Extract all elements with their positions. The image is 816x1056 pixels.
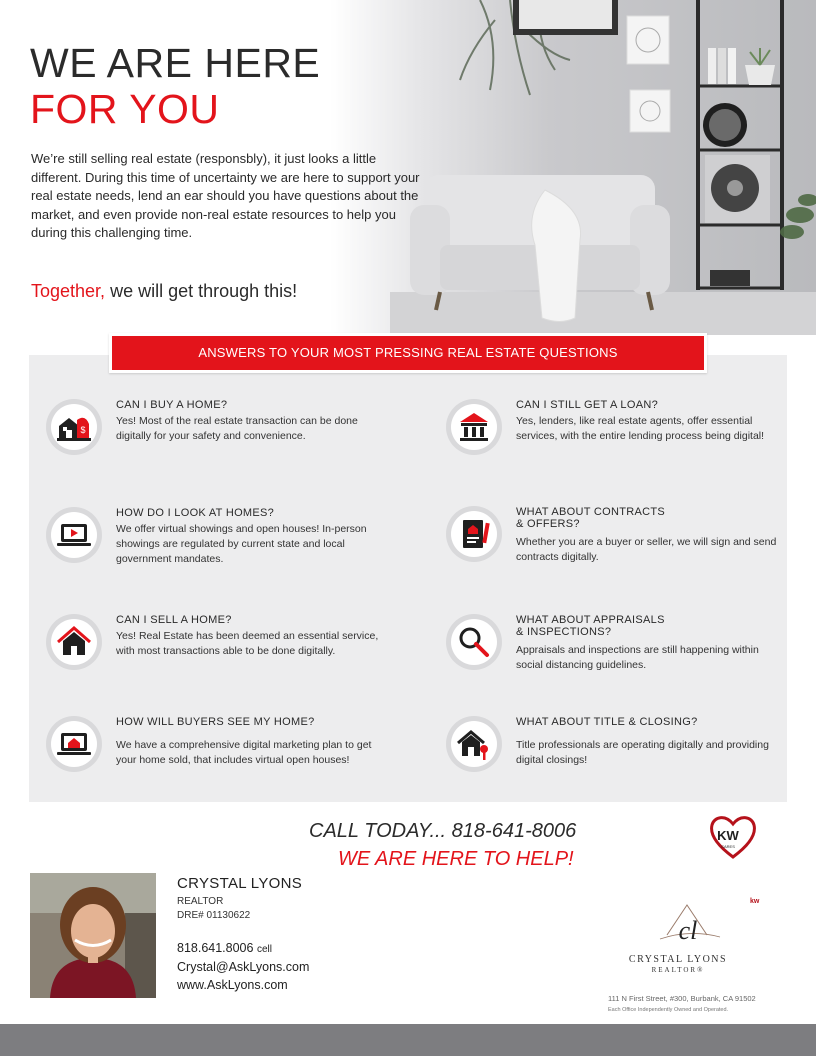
faq-question-line2: & OFFERS? <box>516 518 580 530</box>
faq-answer: Yes! Most of the real estate transaction can be done digitally for your safety and convenience. <box>116 415 358 442</box>
laptop-video-icon <box>55 516 93 554</box>
faq-question <box>516 614 716 638</box>
page-title-line2: FOR YOU <box>30 86 220 132</box>
kw-small-mark: kw <box>750 898 760 905</box>
together-tagline <box>31 281 297 302</box>
svg-text:$: $ <box>80 425 86 435</box>
faq-question: CAN I STILL GET A LOAN? <box>516 399 659 411</box>
house-key-icon <box>455 725 493 763</box>
kw-cares-logo <box>708 813 758 861</box>
agent-website: www.AskLyons.com <box>177 978 288 992</box>
agent-license: DRE# 01130622 <box>177 910 251 921</box>
magnifier-icon <box>455 623 493 661</box>
agent-email: Crystal@AskLyons.com <box>177 960 310 974</box>
cta-here-to-help: WE ARE HERE TO HELP! <box>338 848 574 870</box>
laptop-house-icon <box>55 725 93 763</box>
faq-banner: ANSWERS TO YOUR MOST PRESSING REAL ESTATE QUESTIONS <box>109 333 707 373</box>
together-highlight: Together, <box>31 281 106 301</box>
logo-title: REALTOR® <box>651 966 705 974</box>
faq-question: WHAT ABOUT TITLE & CLOSING? <box>516 716 698 728</box>
agent-phone-number: 818.641.8006 <box>177 941 254 955</box>
faq-answer: Yes! Real Estate has been deemed an essential service, with most transactions able to be done digitally. <box>116 630 379 657</box>
faq-answer: Appraisals and inspections are still happening within social distancing guidelines. <box>516 644 759 671</box>
faq-answer: Title professionals are operating digitally and providing digital closings! <box>516 739 769 766</box>
faq-answer: We have a comprehensive digital marketing plan to get your home sold, that includes virtual open houses! <box>116 739 372 766</box>
cta-call-today: CALL TODAY... 818-641-8006 <box>309 820 577 842</box>
faq-answer: Whether you are a buyer or seller, we will sign and send contracts digitally. <box>516 536 777 563</box>
agent-photo <box>30 873 156 998</box>
faq-question-line2: & INSPECTIONS? <box>516 626 612 638</box>
faq-question <box>516 506 716 530</box>
faq-answer: Yes, lenders, like real estate agents, offer essential services, with the entire lending process being digital! <box>516 415 765 442</box>
faq-question-line1: WHAT ABOUT APPRAISALS <box>516 614 665 626</box>
kw-cares-label: CARES <box>721 844 735 849</box>
agent-role: REALTOR <box>177 896 224 907</box>
faq-question: CAN I BUY A HOME? <box>116 399 228 411</box>
contract-icon <box>455 515 493 553</box>
page-title-line1: WE ARE HERE <box>30 40 321 86</box>
footer-bar <box>0 1024 816 1056</box>
agent-phone-tag: cell <box>256 944 272 955</box>
logo-monogram: cl <box>678 916 698 945</box>
agent-phone <box>177 941 272 955</box>
kw-cares-mark: KW <box>717 828 739 843</box>
together-text: we will get through this! <box>105 281 298 301</box>
house-money-icon <box>55 408 93 446</box>
logo-name: CRYSTAL LYONS <box>628 954 728 965</box>
office-disclaimer: Each Office Independently Owned and Operated. <box>608 1007 729 1013</box>
bank-icon <box>455 408 493 446</box>
faq-question-line1: WHAT ABOUT CONTRACTS <box>516 506 666 518</box>
intro-paragraph: We’re still selling real estate (responsbly), it just looks a little different. During this time of uncertainty we are here to support your real estate needs, lend an ear should you have questions about the market, and even provide non-real estate resources to help you during this challenging time. <box>31 151 420 240</box>
faq-question: CAN I SELL A HOME? <box>116 614 232 626</box>
home-icon <box>55 623 93 661</box>
office-address: 111 N First Street, #300, Burbank, CA 91502 <box>608 994 756 1003</box>
faq-answer: We offer virtual showings and open houses! In-person showings are regulated by current state and local government mandates. <box>116 523 367 565</box>
faq-question: HOW WILL BUYERS SEE MY HOME? <box>116 716 315 728</box>
agent-name: CRYSTAL LYONS <box>177 875 303 892</box>
faq-question: HOW DO I LOOK AT HOMES? <box>116 507 275 519</box>
